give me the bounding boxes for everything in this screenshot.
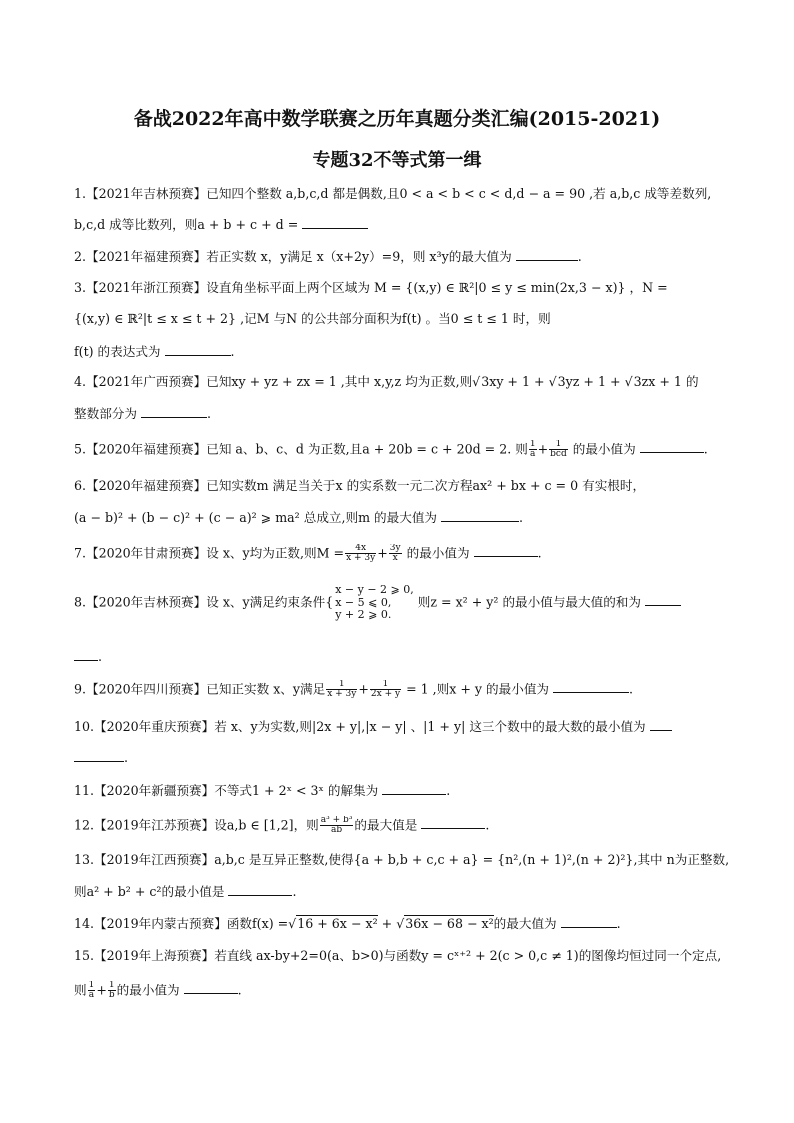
answer-blank <box>421 816 485 829</box>
fraction: $\frac{1}{\text{bcd}}$ <box>550 440 567 460</box>
answer-blank <box>516 248 578 261</box>
problem-5-line-1: 5.【2020年福建预赛】已知 a、b、c、d 为正数,且a + 20b = c + 20d = 2. 则 $\frac{1}{a}$ + $\frac{1}{\text{bcd}}$ 的最小值为 . <box>74 440 708 460</box>
problem-15-text-a: 则 <box>74 982 87 998</box>
problem-1-line-2 <box>74 216 734 233</box>
problem-7-text-b: 的最小值为 <box>406 545 470 561</box>
problem-3-text: f(t) 的表达式为 <box>74 344 161 359</box>
problem-8-line-2: . <box>74 648 734 665</box>
problem-6-line-2: (a − b)² + (b − c)² + (c − a)² ⩾ ma² 总成立,则m 的最大值为 . <box>74 510 524 525</box>
problem-15-line-1: 15.【2019年上海预赛】若直线 ax-by+2=0(a、b>0)与函数y = cˣ⁺² + 2(c > 0,c ≠ 1)的图像均恒过同一个定点, <box>74 948 722 963</box>
fraction: $\frac{1}{a}$ <box>88 981 95 1001</box>
fraction: $\frac{1}{2x + y}$ <box>370 680 401 700</box>
problem-3-line-1: 3.【2021年浙江预赛】设直角坐标平面上两个区域为 M = {(x,y) ∈ ℝ²|0 ≤ y ≤ min(2x,3 − x)} ，N = <box>74 280 668 295</box>
problem-15-text-b: 的最小值为 <box>116 982 180 998</box>
answer-blank <box>302 216 368 229</box>
problem-4-line-1: 4.【2021年广西预赛】已知xy + yz + zx = 1 ,其中 x,y,z 均为正数,则√3xy + 1 + √3yz + 1 + √3zx + 1 的 <box>74 374 699 389</box>
answer-blank <box>474 544 538 557</box>
fraction: $\frac{\text{a³ + b³}}{ab}$ <box>320 816 353 836</box>
problem-14-text-b: 的最大值为 <box>493 916 557 931</box>
answer-blank <box>184 981 238 994</box>
problem-3-line-2: {(x,y) ∈ ℝ²|t ≤ x ≤ t + 2} ,记M 与N 的公共部分面积为f(t) 。当0 ≤ t ≤ 1 时，则 <box>74 311 551 326</box>
problem-10-line-2: . <box>74 749 734 766</box>
constraint-system: x − y − 2 ⩾ 0, x − 5 ⩽ 0, y + 2 ⩾ 0. <box>335 584 414 622</box>
problem-12-line-1: 12.【2019年江苏预赛】设a,b ∈ [1,2]，则 $\frac{\text{a³ + b³}}{ab}$ 的最大值是 . <box>74 816 490 836</box>
answer-blank <box>441 509 519 522</box>
answer-blank-cont <box>74 648 98 661</box>
problem-1-line-1: 1.【2021年吉林预赛】已知四个整数 a,b,c,d 都是偶数,且0 < a < b < c < d,d − a = 90 ,若 a,b,c 成等差数列, <box>74 186 712 201</box>
problem-11-line-1: 11.【2020年新疆预赛】不等式1 + 2ˣ < 3ˣ 的解集为 . <box>74 783 451 798</box>
problem-10-line-1 <box>74 718 734 735</box>
problem-9-text-b: = 1 ,则x + y 的最小值为 <box>406 681 550 697</box>
problem-2-text: 2.【2021年福建预赛】若正实数 x，y满足 x（x+2y）=9，则 x³y的最大值为 <box>74 249 512 264</box>
problem-15-line-2: 则 $\frac{1}{a}$ + $\frac{1}{b}$ 的最小值为 . <box>74 981 242 1001</box>
sqrt-term: √3zx + 1 <box>624 374 682 389</box>
answer-blank <box>645 593 681 606</box>
answer-blank <box>165 343 231 356</box>
problem-9-text-a: 9.【2020年四川预赛】已知正实数 x、y满足 <box>74 681 326 697</box>
problem-5-text-a: 5.【2020年福建预赛】已知 a、b、c、d 为正数,且a + 20b = c + 20d = 2. 则 <box>74 441 528 457</box>
answer-blank <box>561 915 617 928</box>
problem-4-text-a: 4.【2021年广西预赛】已知xy + yz + zx = 1 ,其中 x,y,z 均为正数,则 <box>74 374 473 389</box>
answer-blank <box>228 883 292 896</box>
answer-blank <box>640 440 704 453</box>
problem-10-text: 10.【2020年重庆预赛】若 x、y为实数,则|2x + y|,|x − y| 、|1 + y| 这三个数中的最大数的最小值为 <box>74 719 646 734</box>
sqrt-term: √3xy + 1 <box>472 374 531 389</box>
sqrt-term: √36x − 68 − x² <box>396 916 494 931</box>
problem-13-text: 则a² + b² + c²的最小值是 <box>74 884 225 899</box>
fraction: $\frac{4x}{x + 3y}$ <box>346 544 376 564</box>
problem-13-line-2: 则a² + b² + c²的最小值是 . <box>74 884 297 899</box>
fraction: $\frac{1}{a}$ <box>529 440 536 460</box>
problem-6-text: (a − b)² + (b − c)² + (c − a)² ⩾ ma² 总成立,则m 的最大值为 <box>74 510 438 525</box>
problem-8-text-b: 则z = x² + y² 的最小值与最大值的和为 <box>417 594 641 610</box>
problem-5-text-b: 的最小值为 <box>572 441 636 457</box>
answer-blank <box>650 718 672 731</box>
problem-4-line-2: 整数部分为 . <box>74 406 211 421</box>
problem-3-line-3: f(t) 的表达式为 . <box>74 344 235 359</box>
problem-12-text-b: 的最大值是 <box>354 817 418 833</box>
problem-8-text-a: 8.【2020年吉林预赛】设 x、y满足约束条件{ <box>74 594 334 610</box>
problem-1-text: b,c,d 成等比数列，则a + b + c + d = <box>74 217 299 232</box>
page-title: 备战2022年高中数学联赛之历年真题分类汇编(2015-2021) <box>133 108 661 130</box>
problem-4-text-c: 整数部分为 <box>74 406 137 421</box>
problem-9-line-1: 9.【2020年四川预赛】已知正实数 x、y满足 $\frac{1}{x + 3y}$ + $\frac{1}{2x + y}$ = 1 ,则x + y 的最小值为 . <box>74 680 634 700</box>
problem-8-line-1 <box>74 584 734 622</box>
problem-6-line-1: 6.【2020年福建预赛】已知实数m 满足当关于x 的实系数一元二次方程ax² + bx + c = 0 有实根时， <box>74 478 646 493</box>
problem-13-line-1: 13.【2019年江西预赛】a,b,c 是互异正整数,使得{a + b,b + c,c + a} = {n²,(n + 1)²,(n + 2)²},其中 n为正整数, <box>74 852 730 867</box>
problem-11-text: 11.【2020年新疆预赛】不等式1 + 2ˣ < 3ˣ 的解集为 <box>74 783 379 798</box>
problem-4-text-b: 的 <box>685 374 699 389</box>
page-subtitle: 专题32不等式第一缉 <box>312 150 482 171</box>
problem-12-text-a: 12.【2019年江苏预赛】设a,b ∈ [1,2]，则 <box>74 817 319 833</box>
problem-2-line-1: 2.【2021年福建预赛】若正实数 x，y满足 x（x+2y）=9，则 x³y的最大值为 . <box>74 249 582 264</box>
sqrt-term: √3yz + 1 <box>548 374 606 389</box>
answer-blank <box>553 680 629 693</box>
problem-7-line-1: 7.【2020年甘肃预赛】设 x、y均为正数,则M = $\frac{4x}{x + 3y}$ + $\frac{3y}{x}$ 的最小值为 . <box>74 544 542 564</box>
sqrt-term: √16 + 6x − x² <box>288 916 378 931</box>
problem-7-text-a: 7.【2020年甘肃预赛】设 x、y均为正数,则M = <box>74 545 345 561</box>
fraction: $\frac{1}{b}$ <box>108 981 115 1001</box>
answer-blank <box>141 405 207 418</box>
answer-blank <box>382 782 446 795</box>
problem-14-line-1: 14.【2019年内蒙古预赛】函数f(x) =√16 + 6x − x² + √36x − 68 − x²的最大值为 . <box>74 916 621 931</box>
problem-14-text-a: 14.【2019年内蒙古预赛】函数f(x) = <box>74 916 289 931</box>
fraction: $\frac{1}{x + 3y}$ <box>327 680 357 700</box>
fraction: $\frac{3y}{x}$ <box>389 544 401 564</box>
answer-blank-cont <box>74 749 124 762</box>
